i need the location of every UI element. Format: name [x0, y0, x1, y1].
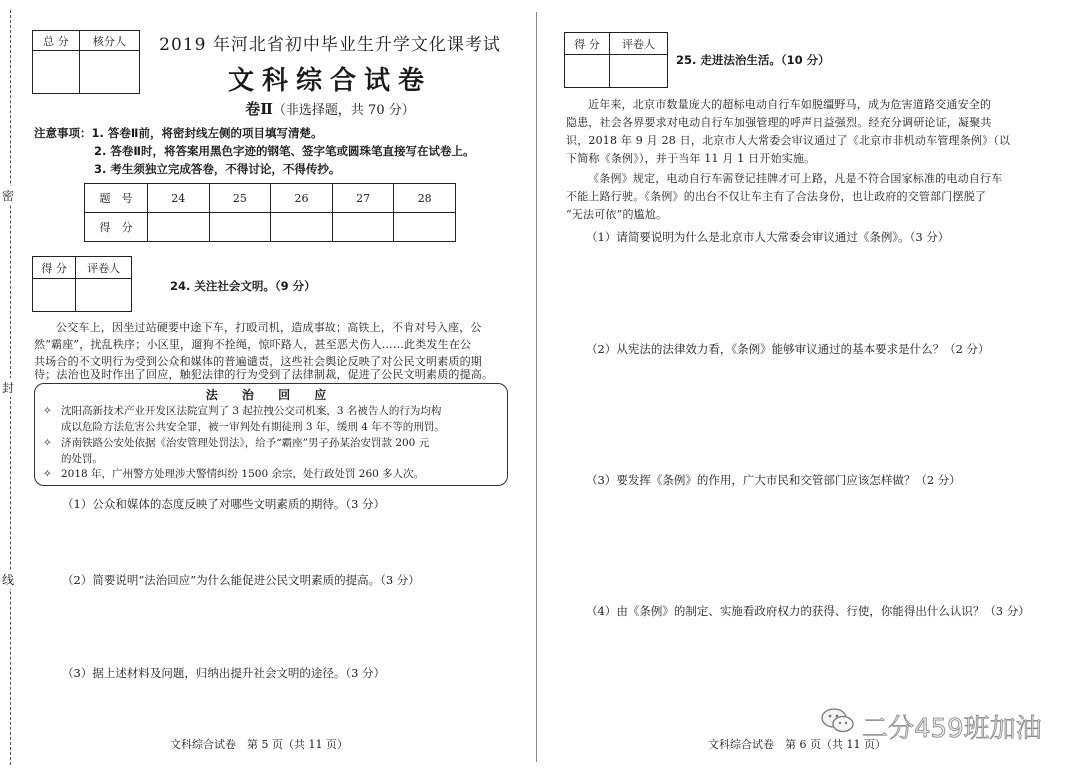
- notes-line1: 注意事项：1. 答卷Ⅱ前，将密封线左侧的项目填写清楚。: [34, 126, 323, 140]
- exam-title-line2: 文科综合试卷: [227, 66, 432, 96]
- box-bullet-3: ✧: [43, 468, 52, 480]
- q24-sub1: （1）公众和媒体的态度反映了对哪些文明素质的期待。（3 分）: [62, 497, 386, 511]
- box-item2-line2: 的处罚。: [61, 453, 103, 465]
- q24-para-line2: 然“霸座”，扰乱秩序；小区里，遛狗不拴绳，惊吓路人，甚至恶犬伤人……此类发生在公: [34, 338, 472, 351]
- score-cell-28[interactable]: [394, 213, 456, 242]
- q25-score-label: 得 分: [565, 33, 610, 55]
- q24-sub3: （3）据上述材料及问题，归纳出提升社会文明的途径。（3 分）: [62, 666, 386, 680]
- q25-para1-line1: 近年来，北京市数量庞大的超标电动自行车如脱缰野马，成为危害道路交通安全的: [588, 98, 992, 111]
- q24-score-label: 得 分: [33, 257, 76, 279]
- q25-para1-line4: 下简称《条例》），并于当年 11 月 1 日开始实施。: [566, 152, 816, 165]
- box-item3-line1: 2018 年，广州警方处理涉犬警情纠纷 1500 余宗，处行政处罚 260 多人次。: [61, 468, 425, 480]
- score-cell-25[interactable]: [209, 213, 271, 242]
- q25-sub1: （1）请简要说明为什么是北京市人大常委会审议通过《条例》。（3 分）: [586, 230, 950, 244]
- q25-grader-box: [564, 32, 668, 88]
- q25-sub4: （4）由《条例》的制定、实施看政府权力的获得、行使，你能得出什么认识？（3 分）: [586, 604, 1030, 618]
- binding-char-xian: 线: [2, 570, 14, 589]
- binding-char-feng: 封: [2, 378, 14, 397]
- box-item1-line1: 沈阳高新技术产业开发区法院宣判了 3 起拉拽公交司机案，3 名被告人的行为均构: [61, 405, 442, 417]
- q25-para1-line3: 识，2018 年 9 月 28 日，北京市人大常委会审议通过了《北京市非机动车管理条例》（以: [566, 134, 1011, 147]
- checker-cell[interactable]: [79, 51, 139, 94]
- q24-grader-box: [32, 256, 132, 312]
- score-table-row1-label: 题 号: [85, 184, 148, 213]
- q25-grader-label: 评卷人: [610, 33, 668, 55]
- q25-heading: 25. 走进法治生活。（10 分）: [676, 53, 830, 67]
- score-cell-27[interactable]: [332, 213, 394, 242]
- score-table-col-28: 28: [394, 184, 456, 213]
- q25-grader-cell[interactable]: [610, 55, 668, 88]
- q24-para-line1: 公交车上，因坐过站硬要中途下车，打殴司机，造成事故；高铁上，不肯对号入座，公: [56, 321, 482, 334]
- score-table-col-24: 24: [148, 184, 210, 213]
- q24-heading: 24. 关注社会文明。（9 分）: [170, 279, 316, 293]
- exam-title-line3: [140, 98, 520, 119]
- box-bullet-2: ✧: [43, 437, 52, 449]
- score-table: [84, 183, 456, 242]
- footer-right: 文科综合试卷 第 6 页（共 11 页）: [708, 738, 886, 751]
- score-table-col-25: 25: [209, 184, 271, 213]
- q25-score-cell[interactable]: [565, 55, 610, 88]
- volume-desc: （非选择题，共 70 分）: [272, 103, 415, 118]
- exam-title-line1: 2019 年河北省初中毕业生升学文化课考试: [159, 35, 501, 55]
- q25-sub2: （2）从宪法的法律效力看，《条例》能够审议通过的基本要求是什么？（2 分）: [586, 342, 990, 356]
- q24-para-line4: 待；法治也及时作出了回应，触犯法律的行为受到了法律制裁，促进了公民文明素质的提高。: [34, 368, 494, 381]
- score-cell-24[interactable]: [148, 213, 210, 242]
- score-table-row2-label: 得 分: [85, 213, 148, 242]
- checker-label: 核分人: [79, 31, 139, 51]
- notes-line2: 2. 答卷Ⅱ时，将答案用黑色字迹的钢笔、签字笔或圆珠笔直接写在试卷上。: [94, 144, 475, 158]
- total-score-label: 总 分: [33, 31, 80, 51]
- q24-grader-cell[interactable]: [76, 279, 132, 312]
- box-item1-line2: 成以危险方法危害公共安全罪，被一审判处有期徒刑 3 年，缓刑 4 年不等的刑罚。: [61, 421, 445, 433]
- score-cell-26[interactable]: [271, 213, 333, 242]
- q25-para2-line2: 不能上路行驶。《条例》的出台不仅让车主有了合法身份，也让政府的交管部门摆脱了: [566, 190, 987, 203]
- score-table-col-27: 27: [332, 184, 394, 213]
- q25-para2-line3: “无法可依”的尴尬。: [566, 208, 668, 221]
- page-divider: [536, 12, 537, 762]
- q24-sub2: （2）简要说明“法治回应”为什么能促进公民文明素质的提高。（3 分）: [62, 573, 420, 587]
- total-score-box: [32, 30, 140, 94]
- total-score-cell[interactable]: [33, 51, 80, 94]
- score-table-col-26: 26: [271, 184, 333, 213]
- q24-para-line3: 共场合的不文明行为受到公众和媒体的普遍谴责，这些社会舆论反映了对公民文明素质的期: [34, 355, 482, 368]
- box-item2-line1: 济南铁路公安处依据《治安管理处罚法》，给予“霸座”男子孙某治安罚款 200 元: [61, 437, 430, 449]
- watermark-text: 二分459班加油: [862, 714, 1042, 744]
- q24-grader-label: 评卷人: [76, 257, 132, 279]
- q25-para1-line2: 隐患，社会各界要求对电动自行车加强管理的呼声日益强烈。经充分调研论证，凝聚共: [566, 116, 992, 129]
- wechat-logo-icon: [820, 706, 856, 736]
- law-response-box: [34, 383, 508, 486]
- q24-score-cell[interactable]: [33, 279, 76, 312]
- law-response-title: 法 治 回 应: [205, 388, 337, 402]
- notes-line3: 3. 考生须独立完成答卷，不得讨论，不得传抄。: [94, 162, 341, 176]
- q25-para2-line1: 《条例》规定，电动自行车需登记挂牌才可上路，凡是不符合国家标准的电动自行车: [588, 172, 1003, 185]
- volume-label: 卷Ⅱ: [245, 100, 273, 118]
- binding-char-mi: 密: [2, 186, 14, 205]
- footer-left: 文科综合试卷 第 5 页（共 11 页）: [170, 738, 348, 751]
- q25-sub3: （3）要发挥《条例》的作用，广大市民和交管部门应该怎样做？（2 分）: [586, 473, 961, 487]
- box-bullet-1: ✧: [43, 405, 52, 417]
